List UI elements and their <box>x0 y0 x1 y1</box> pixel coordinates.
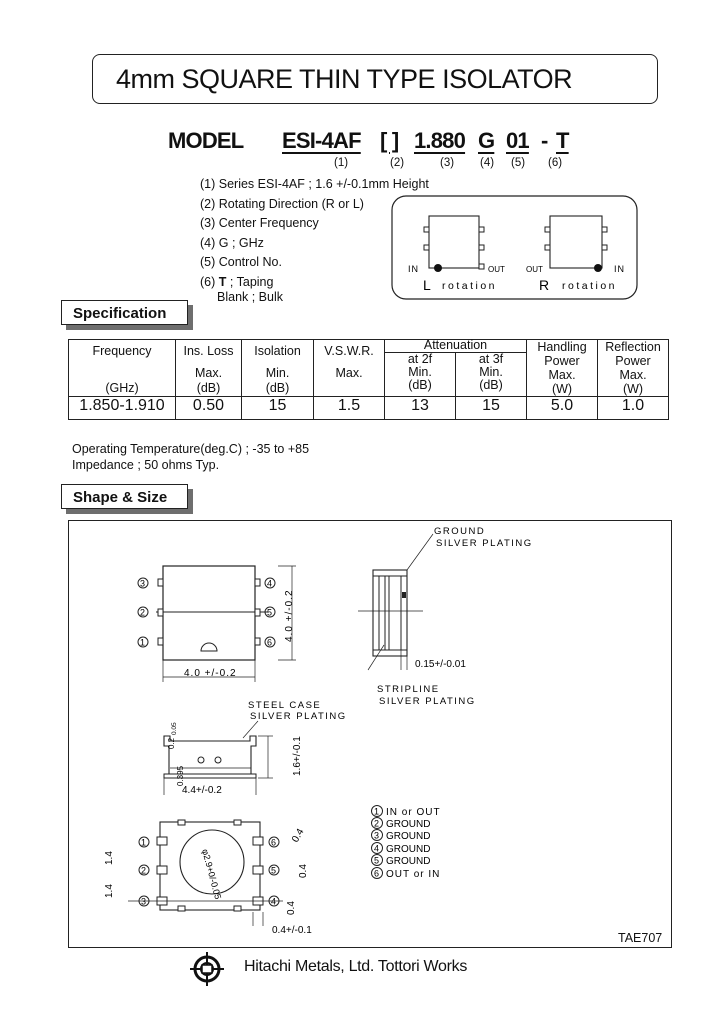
model-frequency: 1.880 <box>414 128 466 153</box>
svg-text:2: 2 <box>374 818 380 829</box>
model-direction: [ ] <box>380 128 399 153</box>
model-label: MODEL <box>168 128 244 153</box>
left-rotation-text: rotation <box>442 280 498 292</box>
value-ins-loss: 0.50 <box>176 397 242 420</box>
model-index-1: (1) <box>334 157 349 169</box>
dim-height: 4.0 +/-0.2 <box>284 589 295 642</box>
dim-phi: φ2.9+0/-0.05 <box>200 847 224 901</box>
dim-005: 0.05 <box>171 722 178 735</box>
code-line: Blank ; Bulk <box>217 289 284 304</box>
company-name: Hitachi Metals, Ltd. Tottori Works <box>244 958 468 975</box>
col-vswr: V.S.W.R. Max. <box>314 340 385 397</box>
col-att-2f: at 2f Min. (dB) <box>385 353 456 397</box>
spec-table <box>68 339 669 420</box>
code-line: (2) Rotating Direction (R or L) <box>200 196 364 211</box>
legend-pin-5: GROUND <box>386 856 431 867</box>
dim-width: 4.0 +/-0.2 <box>184 668 237 679</box>
model-index-6: (6) <box>548 157 563 169</box>
legend-pin-4: GROUND <box>386 844 431 855</box>
right-rotation-letter: R <box>539 277 550 293</box>
value-vswr: 1.5 <box>314 397 385 420</box>
ground-label: GROUND <box>434 526 486 537</box>
operating-temperature: Operating Temperature(deg.C) ; -35 to +85 <box>72 442 310 456</box>
value-frequency: 1.850-1.910 <box>69 397 176 420</box>
shape-heading: Shape & Size <box>73 489 168 506</box>
dim-04b: 0.4 <box>298 864 309 878</box>
svg-text:6: 6 <box>374 868 380 879</box>
svg-text:5: 5 <box>271 865 277 876</box>
svg-text:1: 1 <box>141 837 147 848</box>
col-attenuation: Attenuation <box>385 340 527 353</box>
dim-015: 0.15+/-0.01 <box>415 659 466 670</box>
col-reflection: Reflection Power Max. (W) <box>598 340 669 397</box>
right-out-label: OUT <box>526 265 543 274</box>
dim-0395: 0.395 <box>176 765 185 786</box>
dim-02: 0.2 <box>167 737 176 749</box>
svg-text:3: 3 <box>141 896 147 907</box>
model-taping: T <box>556 128 569 153</box>
dim-14b: 1.4 <box>104 884 115 898</box>
right-in-label: IN <box>614 264 625 274</box>
svg-text:4: 4 <box>374 843 380 854</box>
specification-heading: Specification <box>73 305 167 322</box>
front-view <box>164 700 347 796</box>
code-line: (5) Control No. <box>200 255 282 269</box>
svg-text:3: 3 <box>374 830 380 841</box>
legend-pin-2: GROUND <box>386 819 431 830</box>
legend-pin-3: GROUND <box>386 831 431 842</box>
svg-text:2: 2 <box>141 865 147 876</box>
value-att-3f: 15 <box>456 397 527 420</box>
model-index-2: (2) <box>390 157 405 169</box>
col-frequency: Frequency (GHz) <box>69 340 176 397</box>
pin-legend <box>372 806 441 881</box>
code-line: (6) T ; Taping <box>200 274 274 289</box>
svg-text:4: 4 <box>271 896 277 907</box>
svg-text:5: 5 <box>267 607 273 618</box>
dim-14a: 1.4 <box>104 851 115 865</box>
value-reflection: 1.0 <box>598 397 669 420</box>
dimension-drawing <box>68 520 672 948</box>
dim-044: 4.4+/-0.2 <box>182 785 222 796</box>
svg-text:2: 2 <box>140 607 146 618</box>
taping-code: T <box>218 274 227 289</box>
hitachi-logo-icon <box>188 951 226 987</box>
left-marker <box>434 264 442 272</box>
svg-text:5: 5 <box>374 855 380 866</box>
legend-pin-1: IN or OUT <box>386 807 441 818</box>
side-view <box>358 526 533 707</box>
steel-case-label: STEEL CASE <box>248 700 322 711</box>
legend-pin-6: OUT or IN <box>386 869 441 880</box>
shape-heading-box <box>61 484 188 509</box>
model-unit: G <box>478 128 495 153</box>
left-rotation-letter: L <box>423 277 431 293</box>
value-isolation: 15 <box>242 397 314 420</box>
code-line: (4) G ; GHz <box>200 235 264 250</box>
model-index-3: (3) <box>440 157 455 169</box>
rotation-diagram <box>390 194 640 302</box>
specification-heading-box <box>61 300 188 325</box>
svg-text:1: 1 <box>140 637 146 648</box>
model-index-5: (5) <box>511 157 526 169</box>
col-isolation: Isolation Min. (dB) <box>242 340 314 397</box>
dim-04c: 0.4 <box>286 901 297 915</box>
model-series: ESI-4AF <box>282 128 361 153</box>
bottom-view <box>104 820 312 936</box>
top-view <box>138 566 296 682</box>
value-handling: 5.0 <box>527 397 598 420</box>
model-index-4: (4) <box>480 157 495 169</box>
left-out-label: OUT <box>488 265 505 274</box>
col-handling: Handling Power Max. (W) <box>527 340 598 397</box>
page-title: 4mm SQUARE THIN TYPE ISOLATOR <box>116 64 573 94</box>
svg-text:6: 6 <box>271 837 277 848</box>
stripline-label: STRIPLINE <box>377 684 440 695</box>
value-att-2f: 13 <box>385 397 456 420</box>
left-in-label: IN <box>408 264 419 274</box>
svg-text:4: 4 <box>267 578 273 589</box>
model-dash: - <box>541 128 548 153</box>
svg-text:3: 3 <box>140 578 146 589</box>
notes <box>72 441 309 473</box>
svg-text:1: 1 <box>374 806 380 817</box>
model-control: 01 <box>506 128 529 153</box>
spec-values-row <box>69 397 669 420</box>
svg-text:6: 6 <box>267 637 273 648</box>
silver-plating-label: SILVER PLATING <box>436 538 533 549</box>
dim-04bottom: 0.4+/-0.1 <box>272 925 312 936</box>
code-line: (3) Center Frequency <box>200 216 319 230</box>
document-code: TAE707 <box>618 931 663 945</box>
right-rotation-text: rotation <box>562 280 618 292</box>
col-ins-loss: Ins. Loss Max. (dB) <box>176 340 242 397</box>
code-line: (1) Series ESI-4AF ; 1.6 +/-0.1mm Height <box>200 177 429 191</box>
steel-plating-label: SILVER PLATING <box>250 711 347 722</box>
impedance: Impedance ; 50 ohms Typ. <box>72 458 220 472</box>
col-att-3f: at 3f Min. (dB) <box>456 353 527 397</box>
dim-16: 1.6+/-0.1 <box>292 736 303 776</box>
dim-04a: 0.4 <box>290 826 307 845</box>
right-marker <box>594 264 602 272</box>
stripline-plating-label: SILVER PLATING <box>379 696 476 707</box>
